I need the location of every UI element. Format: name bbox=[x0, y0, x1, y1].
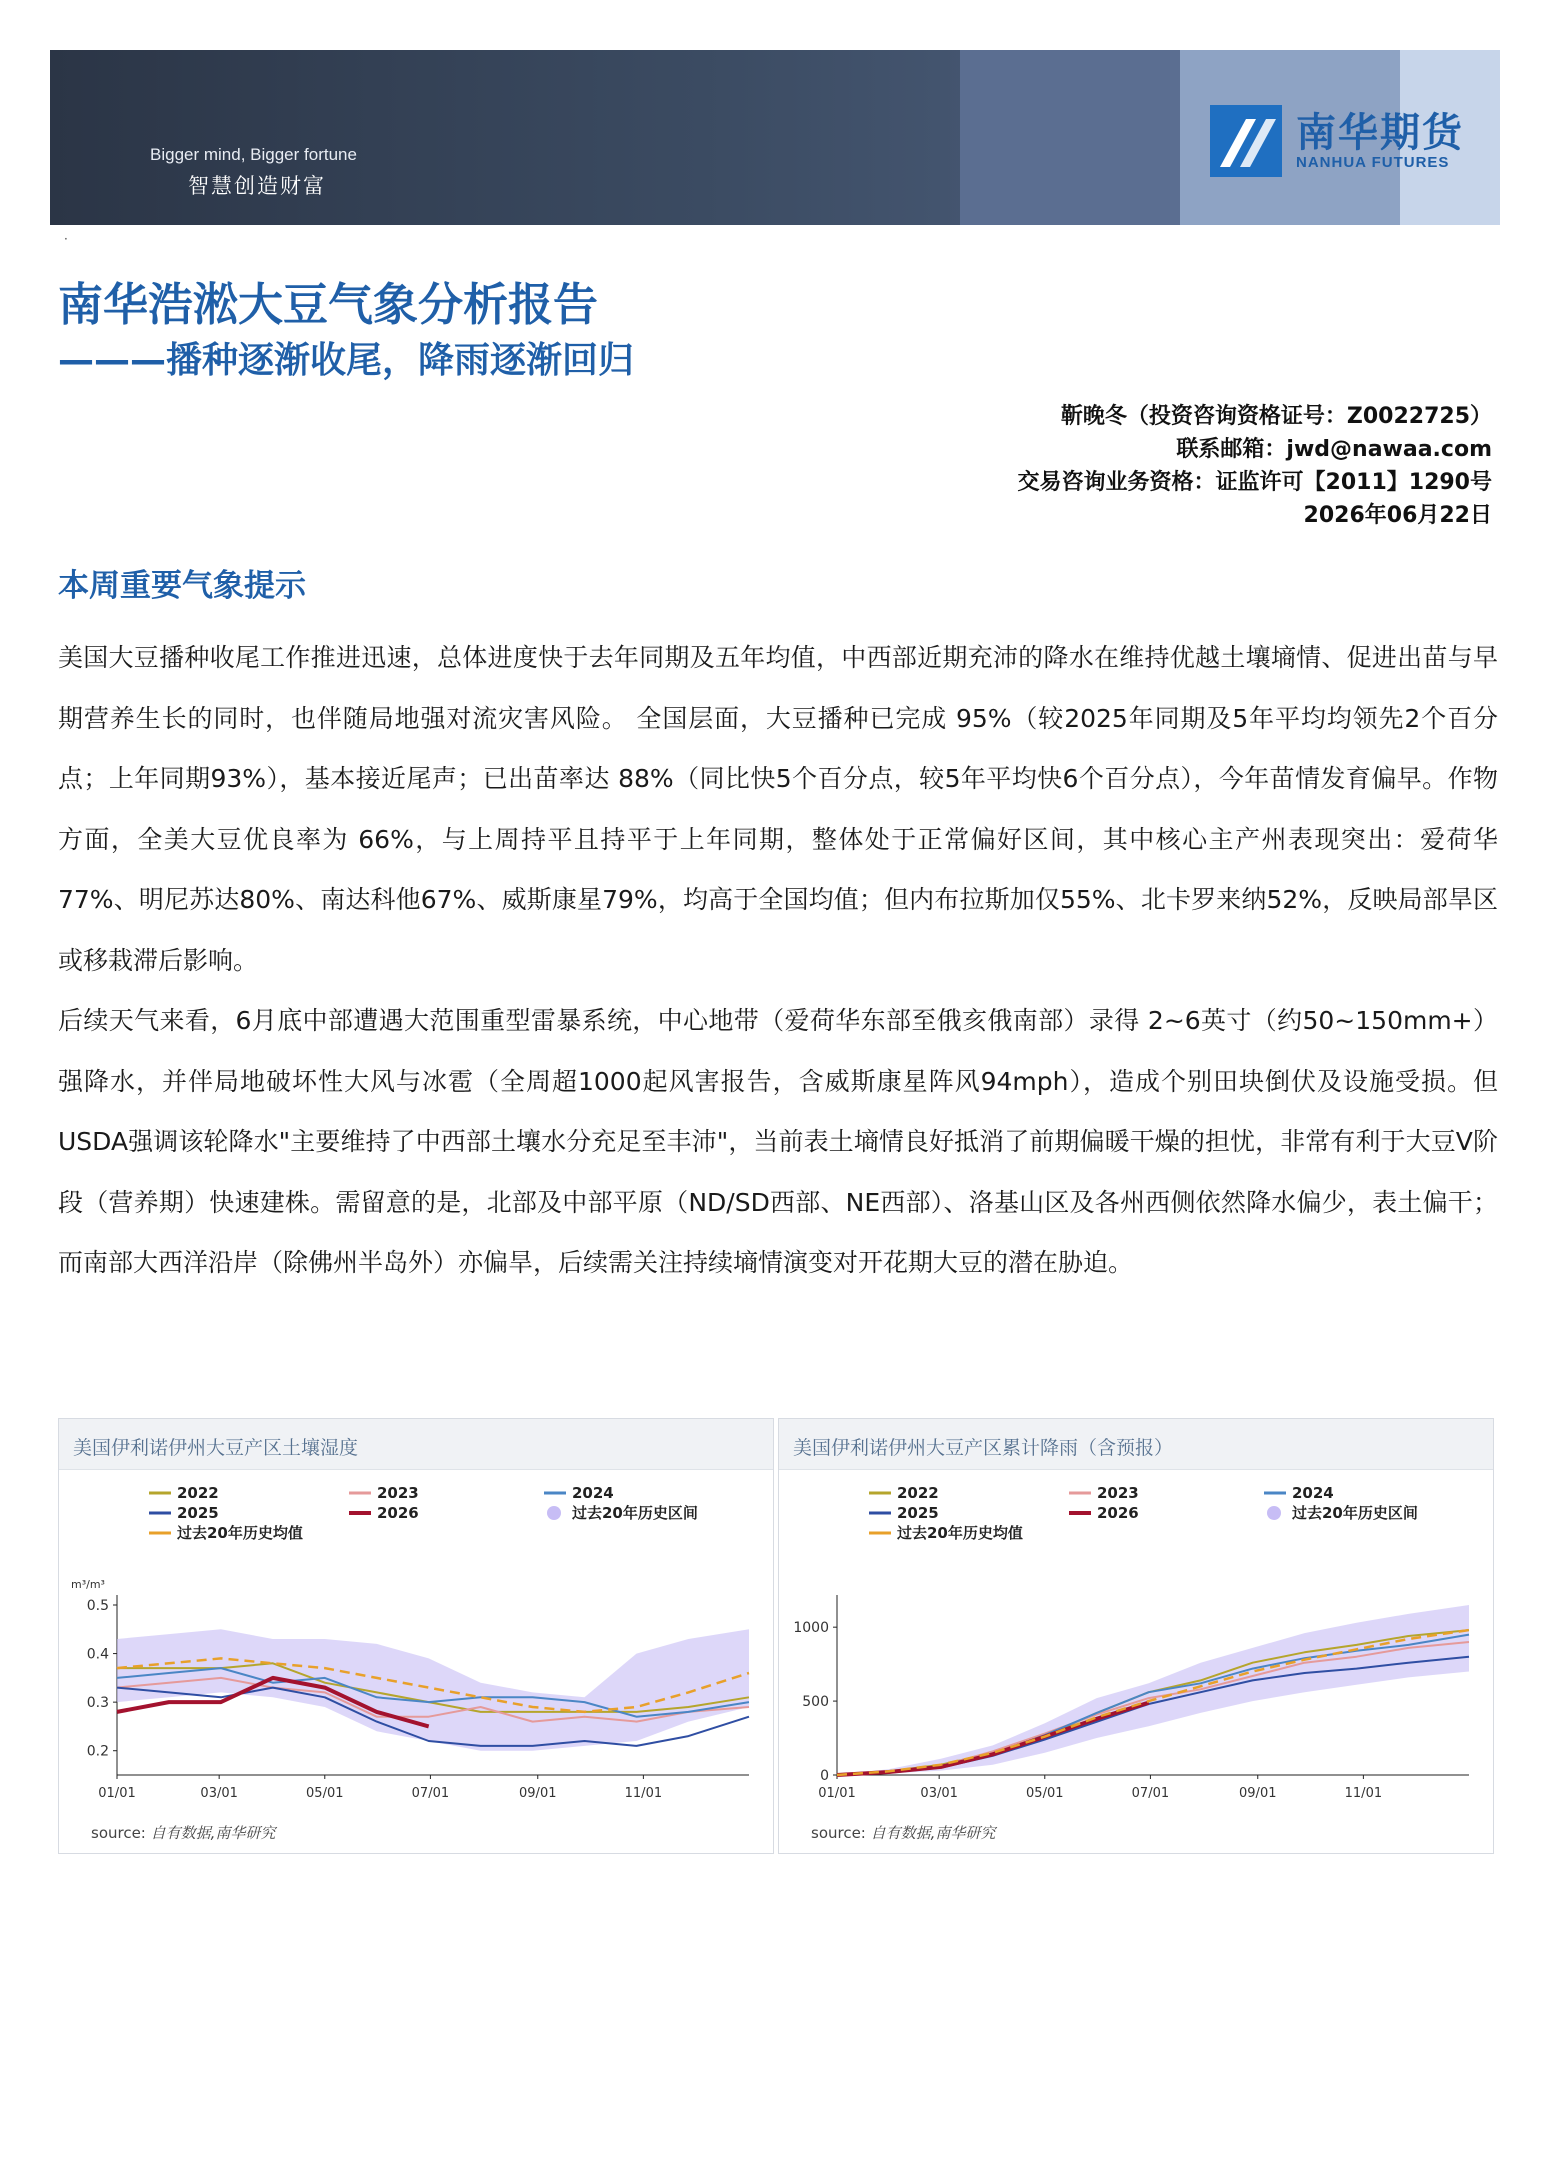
legend-label: 2023 bbox=[1097, 1484, 1139, 1502]
chart-source: source: 自有数据,南华研究 bbox=[91, 1824, 276, 1842]
legend-label: 过去20年历史均值 bbox=[177, 1524, 303, 1542]
x-tick-label: 05/01 bbox=[1026, 1786, 1064, 1801]
paragraph: 后续天气来看，6月底中部遭遇大范围重型雷暴系统，中心地带（爱荷华东部至俄亥俄南部）录得 2~6英寸（约50~150mm+） 强降水，并伴局地破坏性大风与冰雹（全周超1000起风害报告，含威斯康星阵风94mph），造成个别田块倒伏及设施受损。但USDA强调该轮降水"主要维持了中西部土壤水分充足至丰沛"，当前表土墒情良好抵消了前期偏暖干燥的担忧，非常有利于大豆V阶段（营养期）快速建株。需留意的是，北部及中部平原（ND/SD西部、NE西部）、洛基山区及各州西侧依然降水偏少，表土偏干；而南部大西洋沿岸（除佛州半岛外）亦偏旱，后续需关注持续墒情演变对开花期大豆的潜在胁迫。 bbox=[58, 1006, 1498, 1277]
author-line: 靳晚冬（投资咨询资格证号：Z0022725） bbox=[1060, 404, 1492, 429]
soil-moisture-plot bbox=[59, 1470, 773, 1810]
chart-title: 美国伊利诺伊州大豆产区累计降雨（含预报） bbox=[793, 1437, 1174, 1459]
author-block bbox=[1018, 400, 1492, 532]
report-subtitle: ———播种逐渐收尾，降雨逐渐回归 bbox=[58, 340, 635, 381]
paragraph: 美国大豆播种收尾工作推进迅速，总体进度快于去年同期及五年均值，中西部近期充沛的降水在维持优越土壤墒情、促进出苗与早期营养生长的同时，也伴随局地强对流灾害风险。 全国层面，大豆播种已完成 95%（较2025年同期及5年平均均领先2个百分点；上年同期93%），基本接近尾声；已出苗率达 88%（同比快5个百分点，较5年平均快6个百分点），今年苗情发育偏早。作物方面，全美大豆优良率为 66%，与上周持平且持平于上年同期，整体处于正常偏好区间，其中核心主产州表现突出：爱荷华77%、明尼苏达80%、南达科他67%、威斯康星79%，均高于全国均值；但内布拉斯加仅55%、北卡罗来纳52%，反映局部旱区或移栽滞后影响。 bbox=[58, 643, 1498, 975]
x-tick-label: 09/01 bbox=[1239, 1786, 1277, 1801]
legend-entry bbox=[1267, 1504, 1418, 1522]
chart-source: source: 自有数据,南华研究 bbox=[811, 1824, 996, 1842]
legend-swatch bbox=[547, 1506, 561, 1520]
chart-title: 美国伊利诺伊州大豆产区土壤湿度 bbox=[73, 1437, 359, 1459]
y-tick-label: 0.3 bbox=[86, 1695, 109, 1712]
legend-label: 2025 bbox=[177, 1504, 219, 1522]
legend-label: 2023 bbox=[377, 1484, 419, 1502]
legend-label: 2022 bbox=[177, 1484, 219, 1502]
legend-label: 2026 bbox=[377, 1504, 419, 1522]
legend-label: 2024 bbox=[1292, 1484, 1334, 1502]
x-tick-label: 07/01 bbox=[1131, 1786, 1170, 1801]
legend-label: 2022 bbox=[897, 1484, 939, 1502]
x-tick-label: 11/01 bbox=[1344, 1786, 1383, 1801]
section-heading: 本周重要气象提示 bbox=[58, 568, 306, 604]
legend-entry bbox=[149, 1524, 303, 1542]
report-title: 南华浩淞大豆气象分析报告 bbox=[58, 278, 599, 331]
slogan-zh: 智慧创造财富 bbox=[188, 174, 326, 198]
legend-swatch bbox=[1267, 1506, 1281, 1520]
legend-entry bbox=[149, 1484, 219, 1502]
legend-entry bbox=[1264, 1484, 1334, 1502]
license-line: 交易咨询业务资格：证监许可【2011】1290号 bbox=[1017, 470, 1492, 495]
company-logo bbox=[1210, 105, 1464, 177]
logo-text-zh: 南华期货 bbox=[1296, 109, 1464, 156]
legend-entry bbox=[544, 1484, 614, 1502]
x-tick-label: 01/01 bbox=[98, 1786, 136, 1801]
legend-entry bbox=[547, 1504, 698, 1522]
soil-moisture-chart bbox=[58, 1418, 774, 1854]
logo-text-en: NANHUA FUTURES bbox=[1296, 153, 1450, 171]
legend-entry bbox=[869, 1484, 939, 1502]
legend-entry bbox=[349, 1504, 419, 1522]
history-band bbox=[837, 1605, 1469, 1775]
header-banner bbox=[50, 50, 1500, 225]
nanhua-logo-icon bbox=[1210, 105, 1282, 177]
email-line: 联系邮箱：jwd@nawaa.com bbox=[1176, 437, 1492, 462]
legend-label: 2026 bbox=[1097, 1504, 1139, 1522]
x-tick-label: 05/01 bbox=[306, 1786, 344, 1801]
legend-label: 过去20年历史均值 bbox=[897, 1524, 1023, 1542]
history-band bbox=[117, 1629, 749, 1750]
rainfall-plot bbox=[779, 1470, 1493, 1810]
x-tick-label: 03/01 bbox=[920, 1786, 958, 1801]
report-date: 2026年06月22日 bbox=[1303, 503, 1492, 528]
legend-label: 过去20年历史区间 bbox=[1292, 1504, 1418, 1522]
rainfall-chart bbox=[778, 1418, 1494, 1854]
x-tick-label: 01/01 bbox=[818, 1786, 856, 1801]
legend-label: 2024 bbox=[572, 1484, 614, 1502]
legend-label: 过去20年历史区间 bbox=[572, 1504, 698, 1522]
legend-entry bbox=[149, 1504, 219, 1522]
y-tick-label: 0.2 bbox=[86, 1743, 109, 1760]
y-axis-label: m³/m³ bbox=[71, 1578, 105, 1591]
legend-entry bbox=[869, 1504, 939, 1522]
legend-label: 2025 bbox=[897, 1504, 939, 1522]
separator-dot: · bbox=[64, 232, 68, 246]
y-tick-label: 0 bbox=[820, 1768, 829, 1784]
y-tick-label: 0.4 bbox=[86, 1646, 109, 1663]
y-tick-label: 1000 bbox=[793, 1620, 829, 1637]
slogan-en: Bigger mind, Bigger fortune bbox=[150, 145, 357, 164]
legend-entry bbox=[1069, 1484, 1139, 1502]
legend-entry bbox=[869, 1524, 1023, 1542]
x-tick-label: 11/01 bbox=[624, 1786, 663, 1801]
y-tick-label: 500 bbox=[802, 1694, 829, 1711]
banner-stripe bbox=[960, 50, 1180, 225]
body-text bbox=[58, 628, 1498, 1294]
legend-entry bbox=[1069, 1504, 1139, 1522]
x-tick-label: 09/01 bbox=[519, 1786, 557, 1801]
x-tick-label: 07/01 bbox=[411, 1786, 450, 1801]
x-tick-label: 03/01 bbox=[200, 1786, 238, 1801]
legend-entry bbox=[349, 1484, 419, 1502]
y-tick-label: 0.5 bbox=[86, 1598, 109, 1614]
